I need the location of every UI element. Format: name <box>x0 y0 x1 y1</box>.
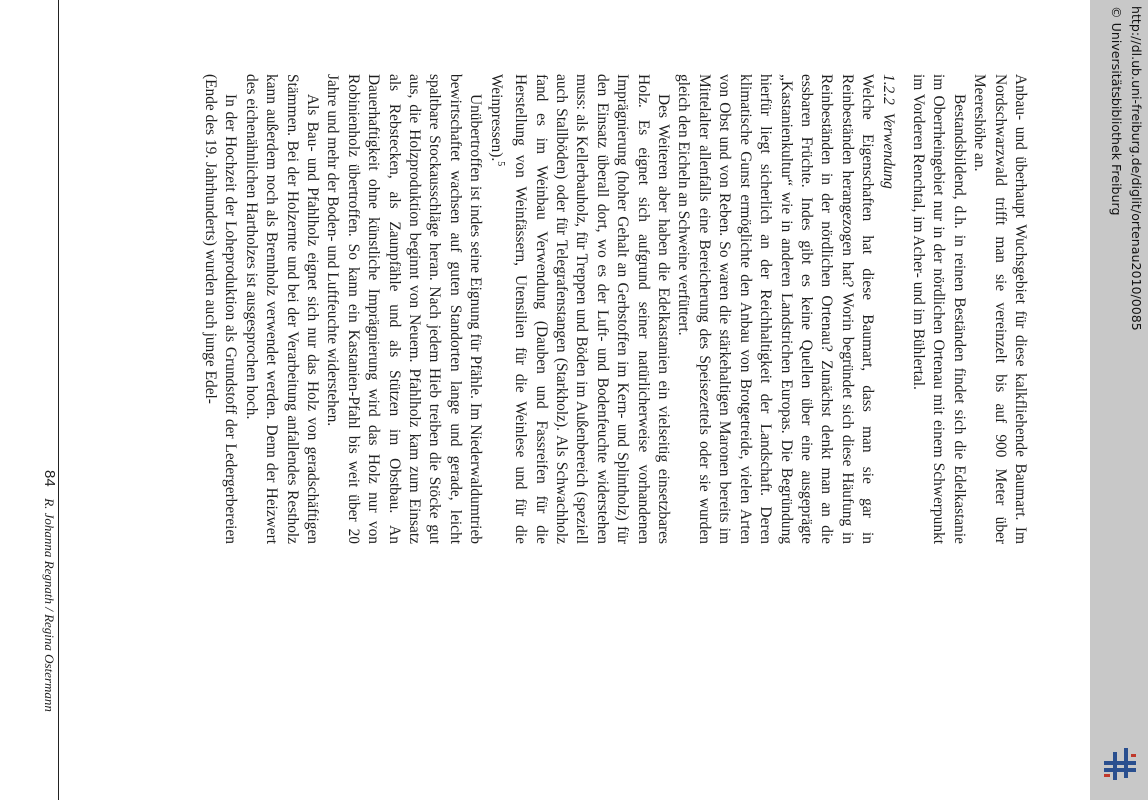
sidebar-text <box>1092 6 1146 766</box>
section-heading <box>877 74 897 544</box>
section-number: 1.2.2 <box>879 74 897 105</box>
library-logo-icon <box>1100 744 1140 784</box>
paragraph-1: Anbau- und überhaupt Wuchsgebiet für diese kalkfliehende Baumart. Im Nordschwarzwald trifft man sie vereinzelt bis auf 900 Meter über Meereshöhe an. <box>971 74 1029 544</box>
paragraph-5: Unübertroffen ist indes seine Eignung für Pfähle. Im Niederwaldumtrieb bewirtschaftet wachsen auf guten Standorten lange und gerade, leicht spaltbare Stockausschläge heran. Nach jedem Hieb treiben die Stöcke gut aus, die Holzproduktion beginnt von Neuem. Pfahlholz kam zum Einsatz als Rebstecken, als Zaunpfähle und als Stützen im Obstbau. An Dauerhaftigkeit ohne künstliche Imprägnierung wird das Holz nur von Robinienholz übertroffen. So kann ein Kastanien-Pfahl bis weit über 20 Jahre und mehr der Boden- und Luftfeuchte widerstehen. <box>324 74 485 544</box>
paragraph-6: Als Bau- und Pfahlholz eignet sich nur das Holz von geradschäftigen Stämmen. Bei der Holzernte und bei der Verarbeitung anfallendes Restholz kann außerdem noch als Brennholz verwendet werden. Denn der Heizwert des eichenähnlichen Hartholzes ist ausgesprochen hoch. <box>242 74 322 544</box>
footnote-ref: 5 <box>494 161 506 167</box>
copyright-notice: © Universitätsbibliothek Freiburg <box>1109 6 1124 216</box>
paragraph-4 <box>485 74 673 544</box>
source-url-link[interactable]: http://dl.ub.uni-freiburg.de/diglit/ortenau2010/0085 <box>1129 6 1144 331</box>
paragraph-2: Bestandsbildend, d.h. in reinen Beständen findet sich die Edelkastanie im Oberrheingebiet nur in der nördlichen Ortenau mit einem Schwerpunkt im Vorderen Renchtal, im Acher- und im Bühlertal. <box>909 74 968 544</box>
running-header <box>36 470 62 770</box>
page-body <box>90 74 1030 544</box>
paragraph-4-text: Des Weiteren aber haben die Edelkastanien ein vielseitig einsetzbares Holz. Es eignet sich aufgrund seiner natürlicherweise vorhandenen Imprägnierung (hoher Gehalt an Gerbstoffen im Kern- und Splintholz) für den Einsatz überall dort, wo es der Luft- und Bodenfeuchte widerstehen muss: als Kellerbauholz, für Treppen und Böden im Außenbereich (speziell auch Stallböden) oder für Telegrafenstangen (Starkholz). Als Schwachholz fand es im Weinbau Verwendung (Dauben und Fassreifen für die Herstellung von Weinfässern, Utensilien für die Weinlese und für die Weinpressen). <box>487 74 673 544</box>
header-authors: R. Johanna Regnath / Regina Ostermann <box>42 498 57 712</box>
page-number: 84 <box>41 470 58 487</box>
paragraph-7: In der Hochzeit der Loheproduktion als Grundstoff der Ledergerbereien (Ende des 19. Jahrhunderts) wurden auch junge Edel- <box>202 74 240 544</box>
paragraph-3: Welche Eigenschaften hat diese Baumart, dass man sie gar in Reinbeständen herangezogen hat? Worin begründet sich diese Häufung in Reinbeständen in der nördlichen Ortenau? Zunächst denkt man an die essbaren Früchte. Indes gibt es keine Quellen über eine ausgeprägte „Kastanienkultur“ wie in anderen Landstrichen Europas. Die Begründung hierfür liegt sicherlich an der Reichhaltigkeit der Landschaft. Deren klimatische Gunst ermöglichte den Anbau von Brotgetreide, vielen Arten von Obst und von Reben. So waren die stärkehaltigen Maronen bereits im Mittelalter allenfalls eine Bereicherung des Speisezettels oder sie wurden gleich den Eicheln an Schweine verfüttert. <box>675 74 877 544</box>
section-title: Verwendung <box>879 112 897 189</box>
source-sidebar <box>1090 0 1148 800</box>
